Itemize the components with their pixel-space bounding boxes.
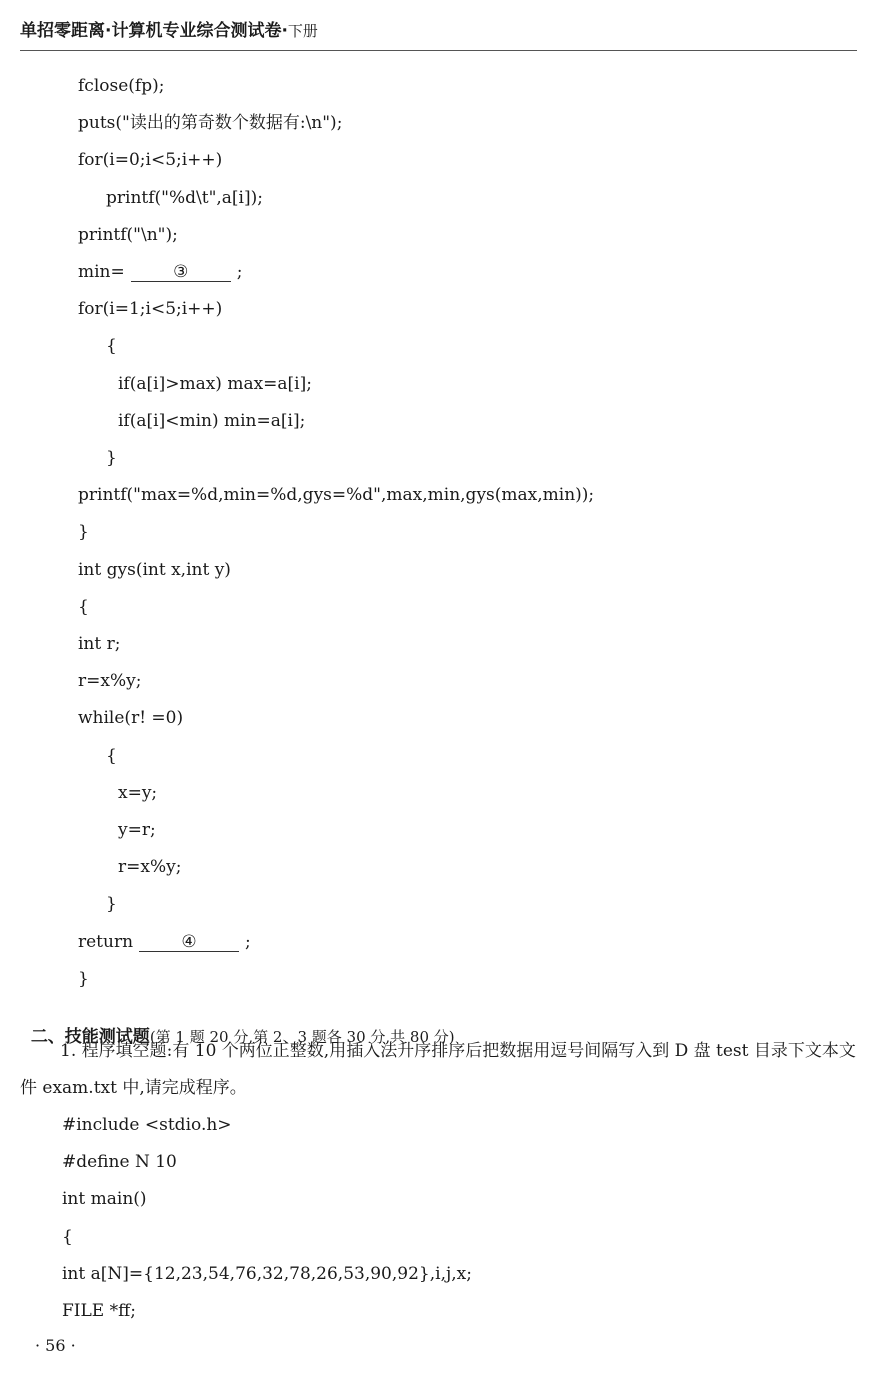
answer-blank: ④ — [139, 931, 239, 952]
code-line: printf("%d\t",a[i]); — [106, 187, 263, 208]
code-line: FILE *ff; — [62, 1301, 136, 1321]
code-line: int r; — [78, 634, 121, 654]
answer-blank: ③ — [131, 261, 231, 282]
code-line — [78, 261, 242, 283]
code-line: y=r; — [118, 820, 156, 840]
code-line: { — [106, 336, 117, 357]
code-text: ; — [236, 262, 243, 282]
code-line: for(i=0;i<5;i++) — [78, 150, 223, 171]
question-1-text: 1. 程序填空题:有 10 个两位正整数,用插入法升序排序后把数据用逗号间隔写入到 D 盘 test 目录下文本文件 exam.txt 中,请完成程序。 — [20, 1041, 856, 1098]
code-line: } — [78, 968, 89, 989]
code-line: if(a[i]<min) min=a[i]; — [118, 410, 306, 431]
code-line: } — [106, 448, 117, 468]
code-line: { — [62, 1226, 73, 1247]
code-line: #define N 10 — [62, 1152, 177, 1173]
code-line: } — [106, 894, 117, 915]
code-line: fclose(fp); — [78, 76, 165, 96]
code-line — [78, 931, 251, 953]
code-line: } — [78, 522, 89, 543]
code-line: int a[N]={12,23,54,76,32,78,26,53,90,92},i,j,x; — [62, 1263, 472, 1284]
code-text: min= — [78, 262, 125, 282]
code-line: puts("读出的第奇数个数据有:\n"); — [78, 113, 343, 134]
code-text: return — [78, 931, 134, 952]
code-line: #include <stdio.h> — [62, 1115, 232, 1135]
header-rule — [20, 50, 857, 51]
code-line: { — [78, 596, 89, 617]
code-line: if(a[i]>max) max=a[i]; — [118, 373, 312, 394]
section-title: 二、技能测试题 — [30, 1027, 150, 1047]
header-volume: 下册 — [287, 22, 318, 40]
code-line: r=x%y; — [118, 857, 182, 878]
code-line: printf("\n"); — [78, 224, 178, 245]
code-line: r=x%y; — [78, 671, 142, 692]
code-line: while(r! =0) — [78, 708, 184, 729]
section-note: (第 1 题 20 分,第 2、3 题各 30 分,共 80 分) — [149, 1028, 455, 1046]
code-text: ; — [245, 931, 251, 952]
code-line: x=y; — [118, 782, 158, 803]
page-number: · 56 · — [35, 1336, 76, 1355]
code-line: printf("max=%d,min=%d,gys=%d",max,min,gys(max,min)); — [78, 485, 595, 506]
code-line: for(i=1;i<5;i++) — [78, 299, 223, 320]
code-line: int gys(int x,int y) — [78, 559, 231, 580]
code-line: { — [106, 745, 117, 766]
header-title: 单招零距离·计算机专业综合测试卷· — [20, 21, 288, 41]
code-line: int main() — [62, 1189, 147, 1210]
running-header — [20, 16, 857, 46]
